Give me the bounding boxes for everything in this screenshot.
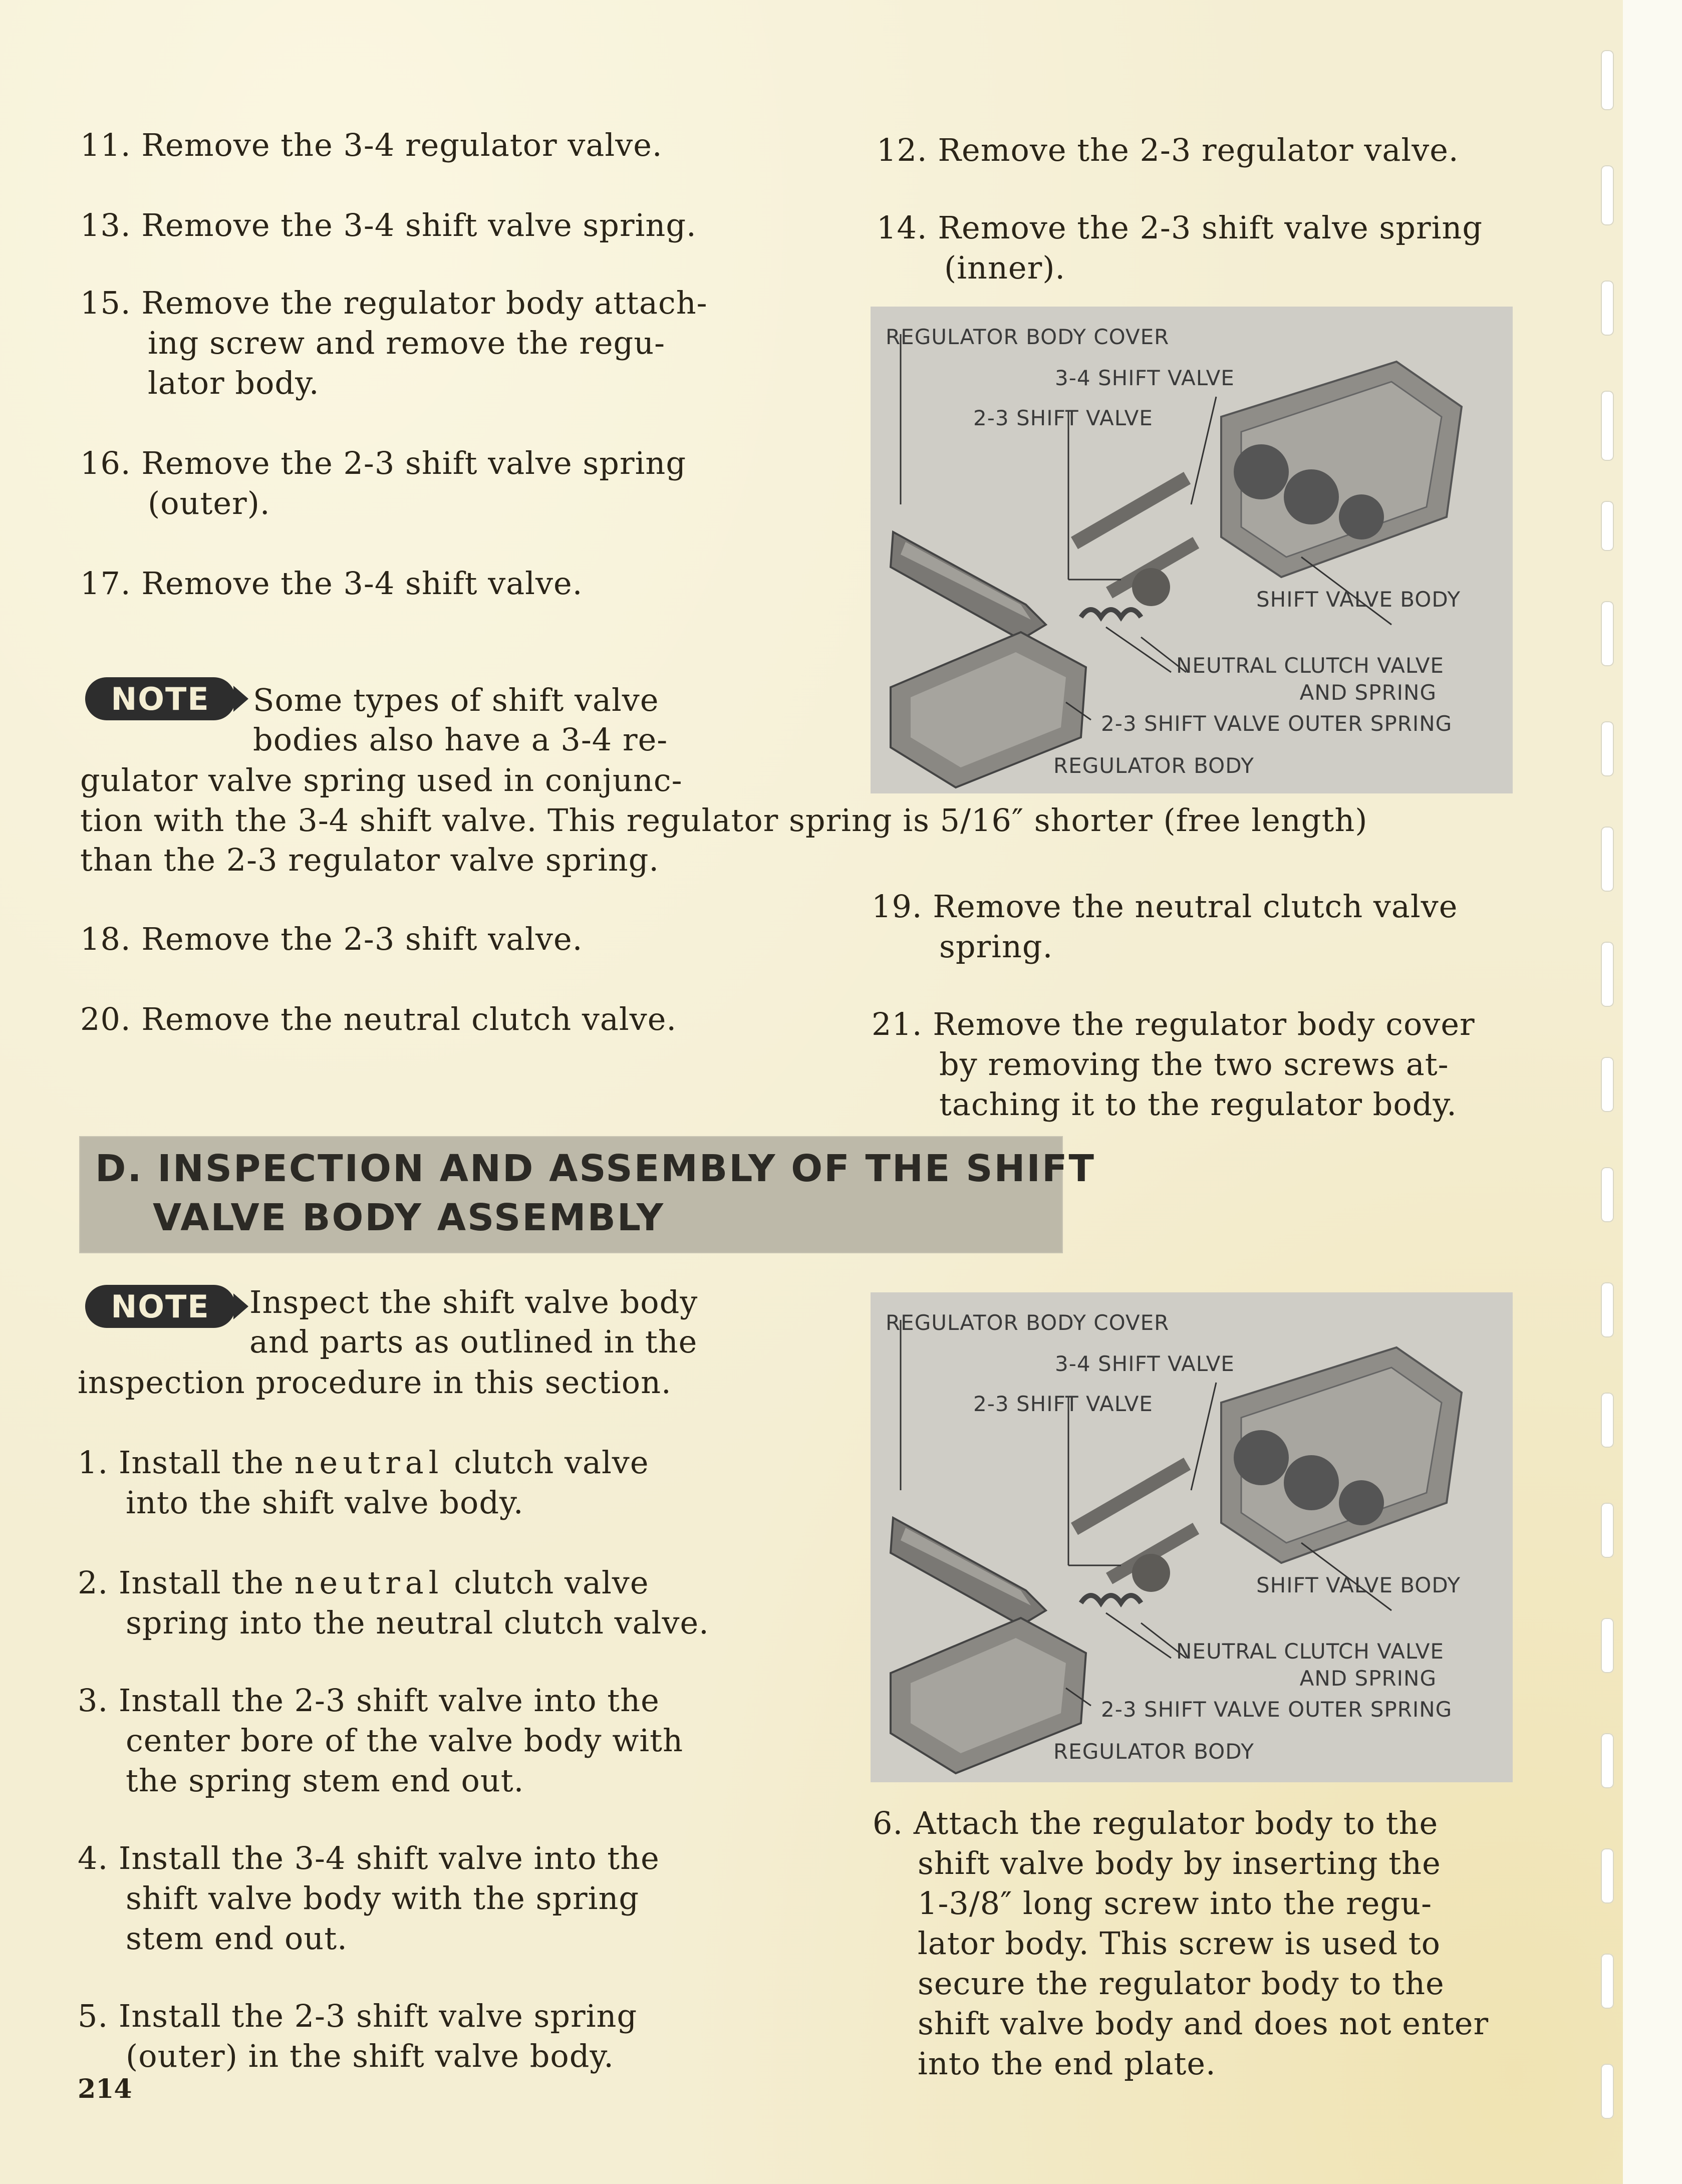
note-text: Some types of shift valve bodies also have a 3-4 re- bbox=[253, 682, 668, 758]
step-21: 21. Remove the regulator body cover by removing the two screws at- taching it to the regulator body. bbox=[872, 1006, 1475, 1123]
step-17: 17. Remove the 3-4 shift valve. bbox=[80, 565, 583, 602]
binder-hole bbox=[1601, 165, 1614, 225]
binder-hole bbox=[1601, 942, 1614, 1007]
label-regulator-body-cover: REGULATOR BODY COVER bbox=[886, 1310, 1170, 1335]
binder-strip bbox=[1623, 0, 1682, 2184]
label-3-4-shift-valve: 3-4 SHIFT VALVE bbox=[1055, 366, 1235, 390]
label-shift-valve-body: SHIFT VALVE BODY bbox=[1256, 587, 1461, 612]
label-neutral-clutch-valve: NEUTRAL CLUTCH VALVE AND SPRING bbox=[1176, 653, 1444, 705]
binder-hole bbox=[1601, 1393, 1614, 1448]
label-3-4-shift-valve: 3-4 SHIFT VALVE bbox=[1055, 1351, 1235, 1376]
binder-hole bbox=[1601, 391, 1614, 461]
step-20: 20. Remove the neutral clutch valve. bbox=[80, 1001, 677, 1037]
binder-hole bbox=[1601, 281, 1614, 336]
step-12: 12. Remove the 2-3 regulator valve. bbox=[877, 132, 1459, 168]
label-outer-spring: 2-3 SHIFT VALVE OUTER SPRING bbox=[1101, 711, 1453, 736]
label-2-3-shift-valve: 2-3 SHIFT VALVE bbox=[973, 406, 1153, 430]
step-5: 5. Install the 2-3 shift valve spring (outer) in the shift valve body. bbox=[78, 1998, 638, 2074]
binder-hole bbox=[1601, 827, 1614, 892]
step-4: 4. Install the 3-4 shift valve into the shift valve body with the spring stem end out. bbox=[78, 1840, 660, 1957]
section-heading-line2: VALVE BODY ASSEMBLY bbox=[153, 1196, 665, 1239]
section-heading-line1: D. INSPECTION AND ASSEMBLY OF THE SHIFT bbox=[95, 1147, 1095, 1190]
label-shift-valve-body: SHIFT VALVE BODY bbox=[1256, 1573, 1461, 1597]
note-text-continued: gulator valve spring used in conjunc- bbox=[80, 762, 683, 798]
step-3: 3. Install the 2-3 shift valve into the center bore of the valve body with the spring stem end out. bbox=[78, 1682, 684, 1799]
note-badge: NOTE bbox=[85, 1285, 235, 1328]
label-neutral-clutch-valve: NEUTRAL CLUTCH VALVE AND SPRING bbox=[1176, 1639, 1444, 1691]
binder-hole bbox=[1601, 1503, 1614, 1558]
label-regulator-body-cover: REGULATOR BODY COVER bbox=[886, 325, 1170, 349]
step-11: 11. Remove the 3-4 regulator valve. bbox=[80, 127, 663, 163]
note2-text: Inspect the shift valve body and parts as outlined in the bbox=[249, 1284, 698, 1360]
step-2: 2. Install the neutral clutch valve spring into the neutral clutch valve. bbox=[78, 1564, 709, 1641]
exploded-view-photo bbox=[871, 307, 1513, 793]
label-outer-spring: 2-3 SHIFT VALVE OUTER SPRING bbox=[1101, 1697, 1453, 1722]
binder-hole bbox=[1601, 2064, 1614, 2119]
step-16: 16. Remove the 2-3 shift valve spring (outer). bbox=[80, 445, 687, 521]
binder-hole bbox=[1601, 1954, 1614, 2009]
binder-hole bbox=[1601, 1618, 1614, 1673]
binder-hole bbox=[1601, 1282, 1614, 1337]
binder-hole bbox=[1601, 1848, 1614, 1903]
step-19: 19. Remove the neutral clutch valve spring. bbox=[872, 888, 1458, 965]
binder-hole bbox=[1601, 721, 1614, 776]
note2-text-continued: inspection procedure in this section. bbox=[78, 1364, 672, 1401]
step-14: 14. Remove the 2-3 shift valve spring (inner). bbox=[877, 209, 1483, 286]
binder-hole bbox=[1601, 1733, 1614, 1788]
binder-hole bbox=[1601, 1057, 1614, 1112]
binder-hole bbox=[1601, 501, 1614, 551]
step-15: 15. Remove the regulator body attach- ing screw and remove the regu- lator body. bbox=[80, 285, 708, 401]
page-number: 214 bbox=[78, 2074, 132, 2104]
binder-hole bbox=[1601, 50, 1614, 110]
label-regulator-body: REGULATOR BODY bbox=[1053, 753, 1254, 778]
step-13: 13. Remove the 3-4 shift valve spring. bbox=[80, 207, 697, 243]
binder-hole bbox=[1601, 1167, 1614, 1222]
step-6: 6. Attach the regulator body to the shift valve body by inserting the 1-3/8″ long screw into the regu- lator body. This screw is used to secure the regulator body to the shift valve body and does not enter into the end plate. bbox=[873, 1805, 1489, 2082]
note-badge: NOTE bbox=[85, 677, 235, 720]
binder-hole bbox=[1601, 601, 1614, 666]
step-18: 18. Remove the 2-3 shift valve. bbox=[80, 921, 583, 957]
label-2-3-shift-valve: 2-3 SHIFT VALVE bbox=[973, 1392, 1153, 1416]
label-regulator-body: REGULATOR BODY bbox=[1053, 1739, 1254, 1764]
step-1: 1. Install the neutral clutch valve into the shift valve body. bbox=[78, 1444, 649, 1521]
exploded-view-photo-assembly bbox=[871, 1292, 1513, 1782]
note-text-full-width: tion with the 3-4 shift valve. This regulator spring is 5/16″ shorter (free length) than the 2-3 regulator valve spring. bbox=[80, 802, 1368, 878]
section-heading bbox=[80, 1137, 1095, 1252]
